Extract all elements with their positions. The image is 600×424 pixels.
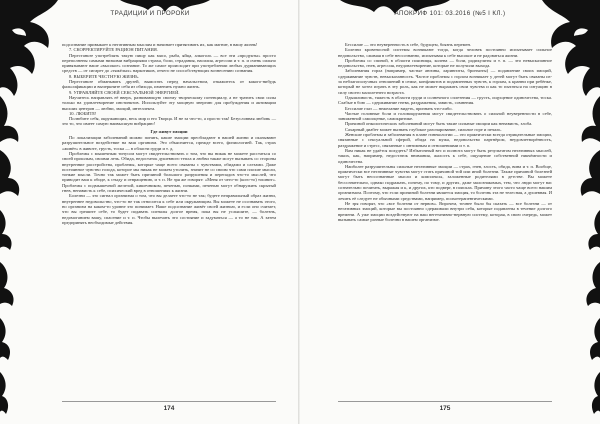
body-text	[338, 42, 552, 222]
list-item: 7. СКОРРЕКТИРУЙТЕ РАЦИОН ПИТАНИЯ.	[69, 47, 158, 53]
paragraph: Женские проблемы и заболевания в плане гинекологии — это практически всегда отрицательные эмоции, связанные с сексуальной сферой, обида на мужа, недовольство партнёром, неудовлетворённость, раздражение и стресс, связанные с интимным и отношениями и т. п.	[338, 132, 552, 148]
footer-rule	[62, 401, 276, 402]
paragraph: Бессилие — это неуверенность в себе, будущем, боязнь перемен.	[345, 42, 472, 47]
right-page	[300, 0, 600, 424]
paragraph: Наиболее разрушительны сильные негативные эмоции — страх, гнев, злость, обида, вина и т. п. Вообще, практически все негативные чувства могут стать причиной той или иной болезни. Также причиной болезней могут быть неосознанные мысли и комплексы, заложенные родителями в детстве. Вы можете бессознательно, однако подражать, почему, по тому, и других, даже малознакомых, тем, что люди могут вас сознательно почитать, выражая и к, и других, кто подверг, в поисках. Причину этого часто чаще всего нашим организмом. Поэтому, что если причиной болезни является эмоция, то болезнь эта не телесная, а душевная. И лечить её следует не обычными средствами, например, психотерапевтическими.	[338, 163, 552, 201]
paragraph: Болезни — это сигнал организма о том, что вы делаете что-то не так; будете неправильный образ жизни, внутреннее недовольство, что-то не так относится к себе или окружающим. Вы можете не осознавать этого, но организм на каком-то уровне это понимает. Наше подсознание живёт своей жизнью, и если оно считает, что вы грешите себе, то будет подавать сигналы долгое время, пока вы не услышите, — болезнь, недомоганием вашу, спасение и т. п. Чтобы вылечить это состояние и задуматься — а то не так. А затем предпринять необходимые действия.	[62, 193, 276, 225]
body-text	[62, 42, 276, 225]
paragraph: По локализации заболеваний можно понять, какие эмоции преобладают в вашей жизни и оказывают разрушительное воздействие на ваш организм. Это объясняется, прежде всего, физиологией. Так, страх «живёт» в животе, грусть, тоска — в области груди и т. д.	[62, 135, 276, 151]
section-heading: Где живут эмоции	[150, 128, 188, 134]
paragraph: Полюбите себя, окружающих, весь мир и его Творца. И не за что-то, а просто так! Безусловная любовь — это то, что имеет самую наивысшую вибрацию!	[62, 116, 276, 127]
paragraph: Сахарный диабет может вызвать глубокое разочарование, сильное горе и печаль.	[345, 126, 502, 132]
paragraph: Перестаньте обманывать друзей, вымогать перед начальством, откажитесь от какого-нибудь фальсификации и вычеркните себя из обихода, изменить нужно жизнь.	[62, 79, 276, 90]
paragraph: подсознание привыкает к негативным мыслям и начинает притягивать их, как магнит, в вашу жизнь!	[62, 42, 258, 47]
running-head: АПОКРИФ 101: 03.2016 (№5 I КЛ.)	[394, 10, 506, 17]
list-item: 8. ВЫБЕРИТЕ ЧЕСТНУЮ ЖИЗНЬ.	[69, 73, 139, 79]
paragraph: Проблемы с мышечным тонусом могут свидетельствовать о том, что вы никак не можете расстаться со своей прошлым, своими лечь. Обида, недостаток душевного тепла и любви также могут вызывать со стороны внутренние расстройства, проблемы, которые чаще всего связаны с чувствами, обидами и слезами. Даже постоянное чувство голода, которое мы никак не можем утолить, значит не со своим что сами плохие мысли, тонкие мысли. Точно так может быть причиной большого разрушения и перепадов что-то мыслей, что приводит ваш к обиде, к стыду и отвращению, и т. п. Не зря же говорят: «Меня от чего-то (кого-то) тошнит». Проблемы с подмышечной железой, кишечником, печенью, почками, печенью могут обнаружить скрытый гнев, ненависть к себе, психический вред в отношениях к жизни.	[62, 150, 276, 194]
paragraph: Заболевания горла (например, частые ангины, ларингиты, бронхиты) — подавление своих эмоций, сдерживание чувств, невысказанность. Частое проблемы с горлом возникает у детей могут быть связаны из-за неблагополучных отношений в семье, конфликтов и подавленных чувств, к горлам, к кранни при ребёнке, который не хотел играть в эту роль, как не может выражать свои чувства и как то пытаться на ситуацию в силу своего малолетнего возраста.	[338, 68, 552, 95]
paragraph: Одышливость, тяжесть в области груди и солнечного сплетения — грусть, ощущение одиночества, тоска. Слабые в бою — сдерживание гнева, раздражения, зависть, сомнения.	[338, 94, 552, 106]
paragraph: Научитесь направлять её вверх, развивающую своему творческому потенциалу, а не тратить свои силы только на удовлетворение инстинктов. Используйте эту мощную энергию для пробуждения и активации высших центров — любви, эмоций, интеллекта.	[62, 94, 276, 111]
paragraph: Вам никак не удаётся похудеть? Избыточный вес и полнота могут быть результатом негативных мыслей, таких, как, например, недостаток внимания, жалость к себе, ощущение собственной никчёмности и одиночества.	[338, 147, 552, 164]
footer-rule	[338, 401, 552, 402]
paragraph: Частые головные боли и головокружения могут свидетельствовать о сильной неуверенности в себе, заниженной самооценке, самокритике.	[338, 110, 552, 122]
paragraph: Причиной онкологических заболеваний могут быть такие сильные эмоции как ненависть, злоба.	[345, 121, 533, 127]
tribal-ornament-left-icon	[0, 0, 70, 424]
paragraph: Болезни кровеносной системы возникают тогда, когда человек постоянно испытывает сильное недовольство, сжимая в себе неосознанно, испытывая к себе высокое и не радоваться жизни.	[338, 47, 552, 58]
paragraph: Перестаньте употреблять такую пищу как мясо, рыба, яйца, алкоголь — все эти «продукты» просто переполнены самыми низкими вибрациями страха, боли, страдания, насилия, агрессии и т. п. и очень сильно привязывают ваше «высокое» сознание. То же самое происходит при употреблении любых дурманивающих средств — от сигарет до «тяжёлых» наркотиков, отчего не способствующих вознесению сознания.	[62, 52, 276, 74]
page-number: 174	[163, 405, 175, 412]
list-item: 10. ЛЮБИТЕ!	[69, 110, 97, 116]
page-number: 175	[439, 405, 451, 412]
list-item: 9. УПРАВЛЯЙТЕ СВОЕЙ СЕКСУАЛЬНОЙ ЭНЕРГИЕЙ.	[69, 89, 180, 95]
paragraph: Не зря говорят, что «все болезни от нервов». Впрочем, точнее было бы сказать — все болезни — от негативных эмоций, которые вы постоянно сдерживали внутри себя, которые подавлены в течение долгого времени. А уже эмоции воздействуют на ваш вегетативно-нервную систему, которая, в свою очередь, может вызывать самые разные болезни в вашем организме.	[338, 200, 552, 222]
running-head: ТРАДИЦИИ И ПРОРОКИ	[110, 10, 190, 17]
paragraph: Проблемы со спиной, в области поясницы, колена — боли, радикулиты и т. п. — это невысказанное недовольство, гнев, агрессия, неудовлетворение, которые не получили выхода.	[338, 57, 552, 69]
paragraph: Бессилие глаз — нежелание видеть, признать что-либо.	[345, 105, 453, 111]
